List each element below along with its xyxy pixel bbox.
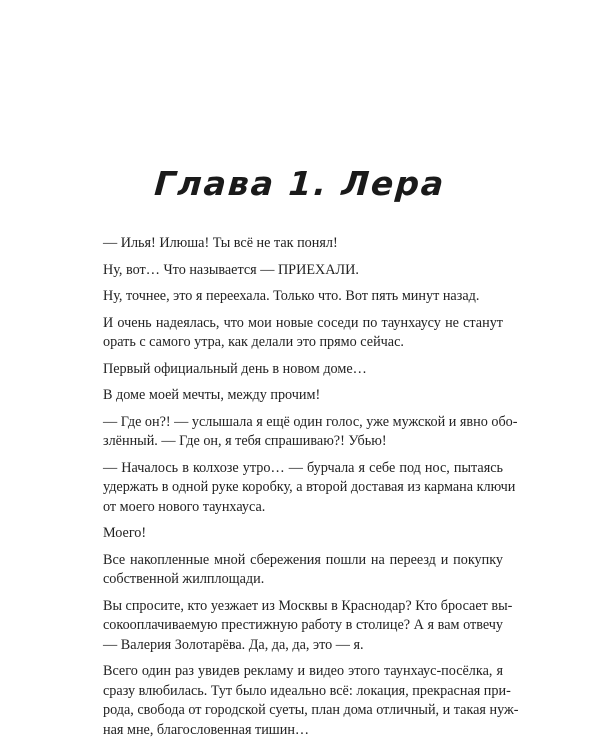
text-line: — Валерия Золотарёва. Да, да, да, это — я. [103,636,364,653]
paragraph [103,597,513,656]
paragraph [103,413,518,452]
paragraph [103,314,503,353]
chapter-body [103,234,519,747]
paragraph [103,360,503,380]
text-line: — Где он?! — услышала я ещё один голос, уже мужской и явно обо- [103,413,518,430]
text-line: орать с самого утра, как делали это прямо сейчас. [103,334,404,350]
text-line: удержать в одной руке коробку, а второй доставая из кармана ключи [103,479,516,495]
text-line: от моего нового таунхауса. [103,498,266,515]
text-line: рода, свобода от городской суеты, план дома отличный, и такая нуж- [103,702,519,718]
text-line: Моего! [103,525,147,541]
text-line: Всего один раз увидев рекламу и видео этого таунхаус-посёлка, я [103,663,503,679]
text-line: злённый. — Где он, я тебя спрашиваю?! Убью! [103,433,387,449]
paragraph [103,261,503,281]
paragraph [103,551,503,590]
text-line: сокооплачиваемую престижную работу в столице? А я вам отвечу [103,617,503,633]
paragraph [103,524,503,544]
text-line: Ну, точнее, это я переехала. Только что. Вот пять минут назад. [103,288,480,304]
text-line: В доме моей мечты, между прочим! [103,387,321,403]
paragraph [103,234,503,254]
text-line: ная мне, благословенная тишин… [103,721,310,738]
text-line: Все накопленные мной сбережения пошли на переезд и покупку [103,551,503,568]
text-line: — Началось в колхозе утро… — бурчала я себе под нос, пытаясь [103,459,503,476]
paragraph [103,386,503,406]
text-line: Первый официальный день в новом доме… [103,360,367,377]
text-line: — Илья! Илюша! Ты всё не так понял! [103,235,338,251]
text-line: Вы спросите, кто уезжает из Москвы в Краснодар? Кто бросает вы- [103,597,513,614]
paragraph [103,459,516,518]
text-line: собственной жилплощади. [103,571,265,587]
text-line: И очень надеялась, что мои новые соседи по таунхаусу не станут [103,314,503,331]
text-line: сразу влюбилась. Тут было идеально всё: локация, прекрасная при- [103,682,511,699]
chapter-title: Глава 1. Лера [153,164,447,203]
text-line: Ну, вот… Что называется — ПРИЕХАЛИ. [103,261,359,278]
paragraph [103,287,503,307]
paragraph [103,662,519,740]
